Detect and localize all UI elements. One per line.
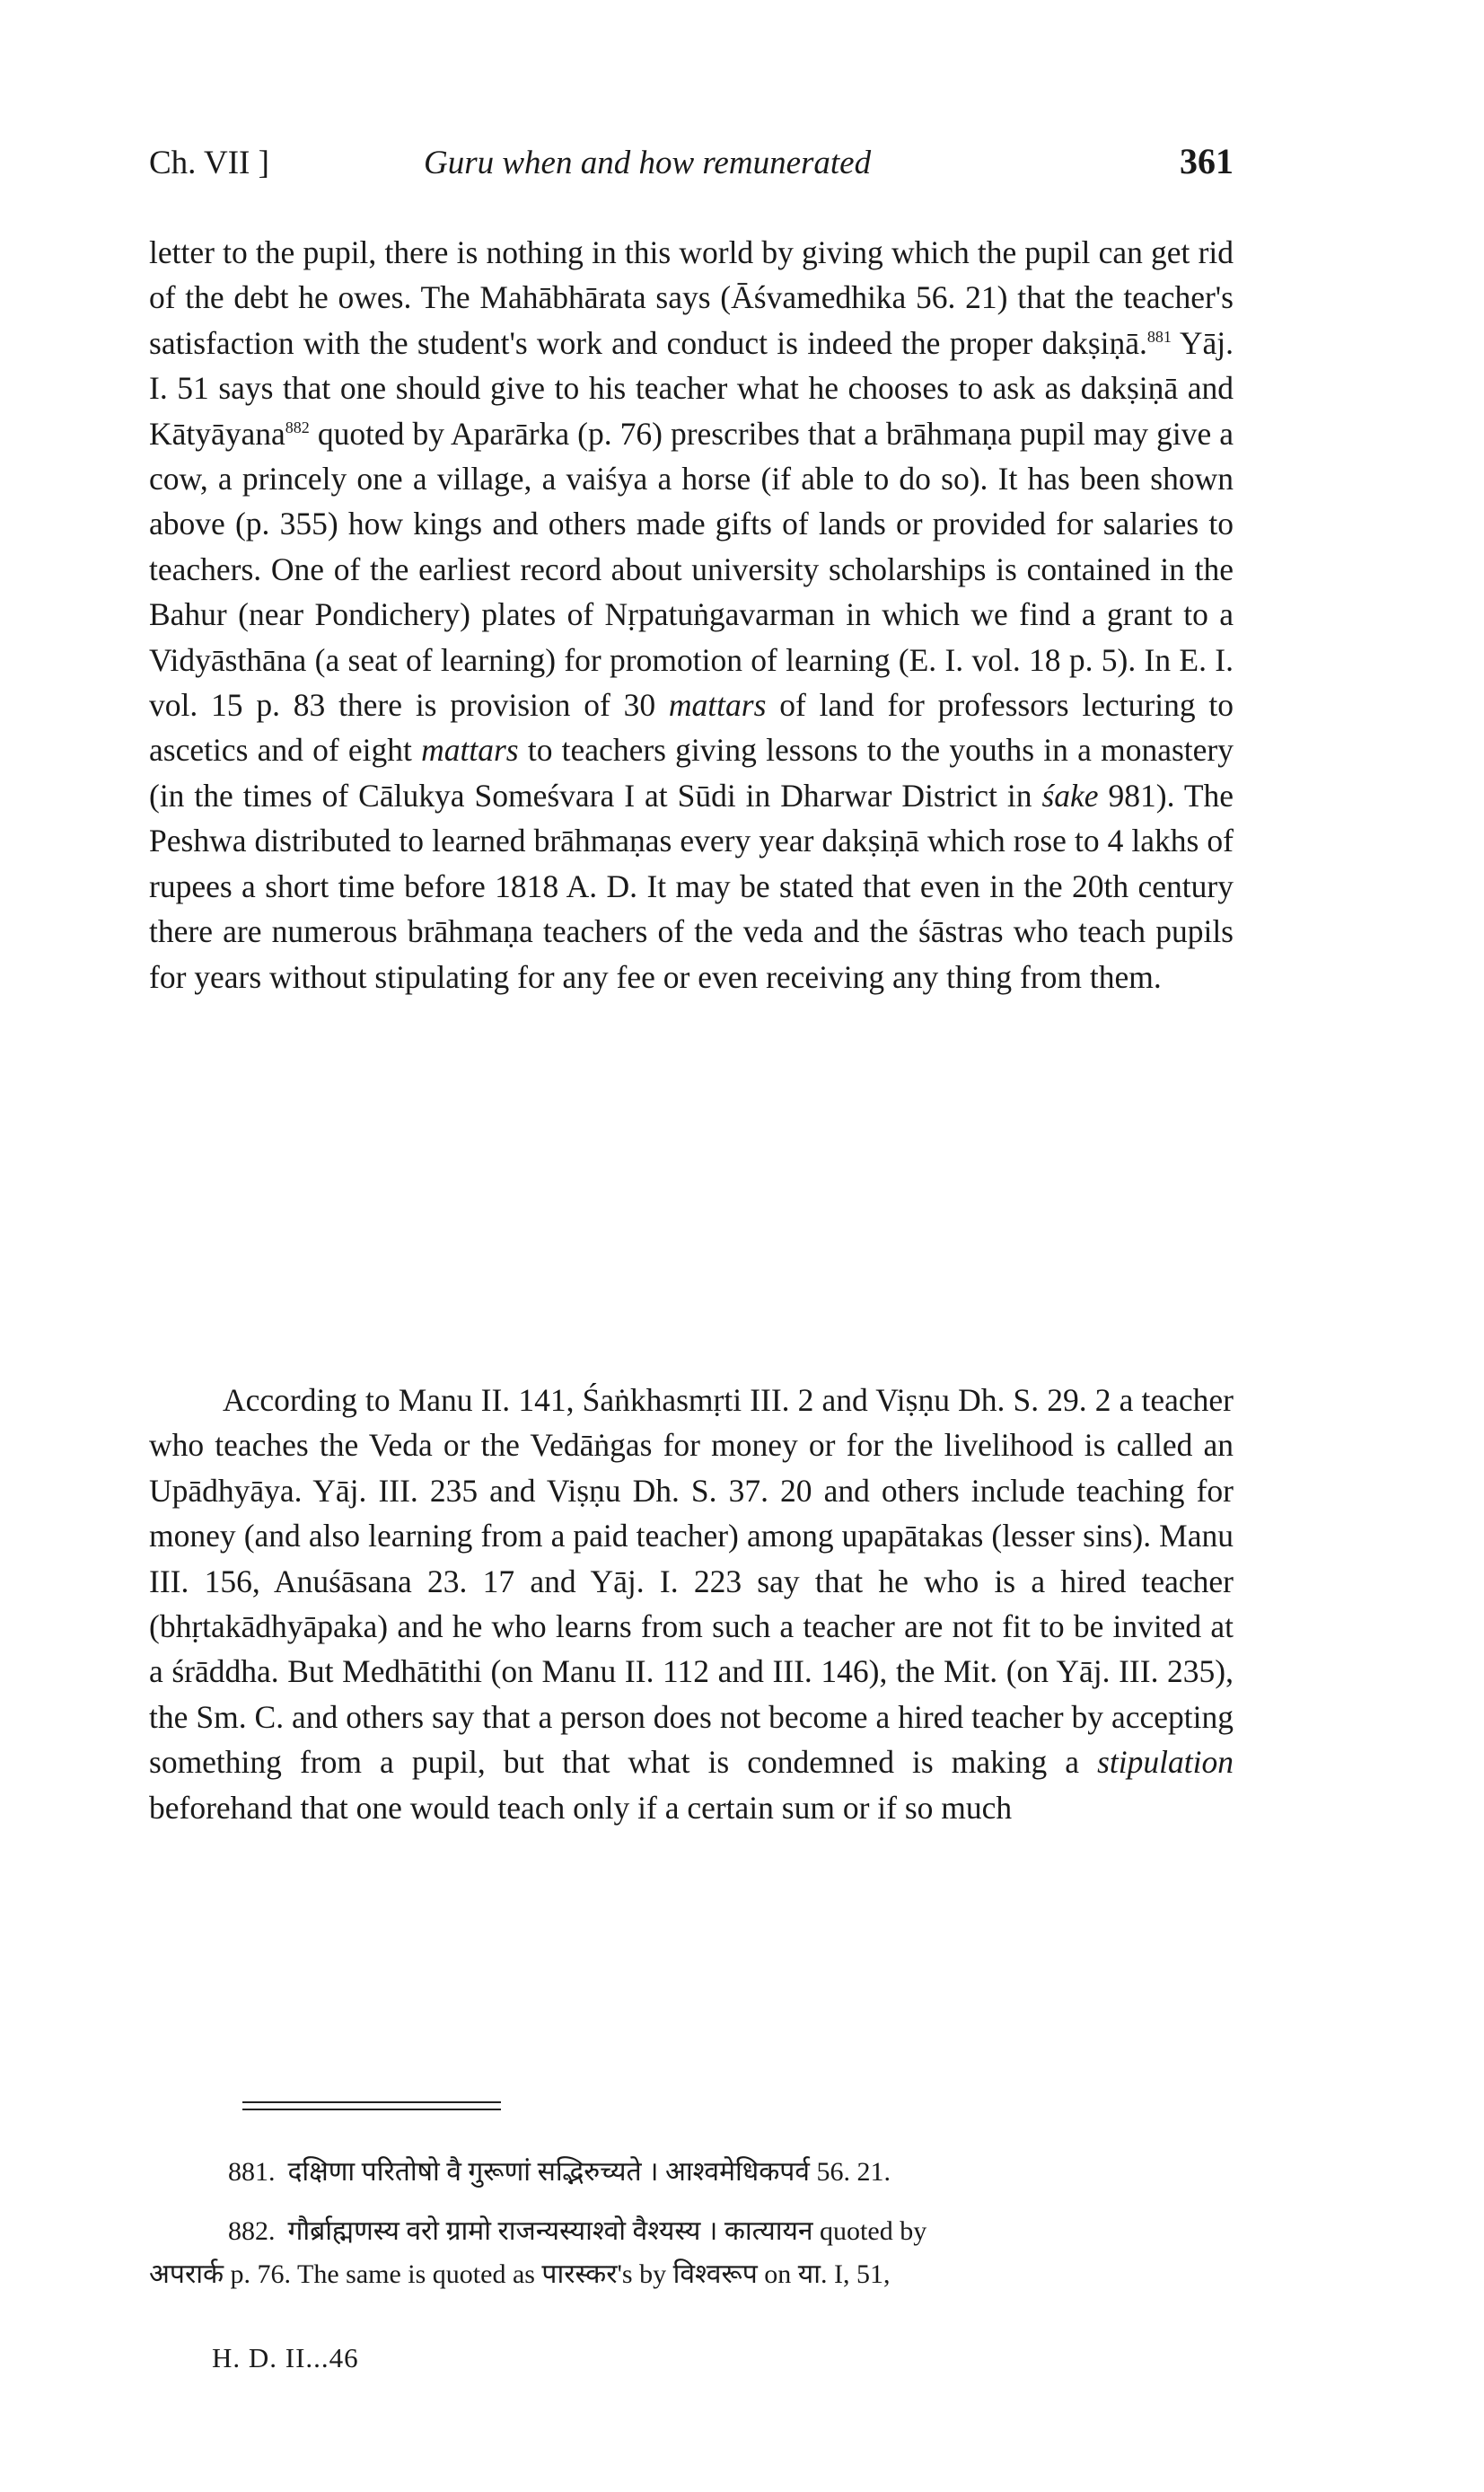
footnote-number: 882. bbox=[228, 2216, 276, 2246]
signature-mark bbox=[212, 2342, 359, 2374]
para1-text-d: of land for professors lecturing to ascetics and of eight bbox=[149, 687, 1234, 769]
footnotes bbox=[149, 2151, 1234, 2312]
footnote-text: दक्षिणा परितोषो वै गुरूणां सद्भिरुच्यते । आश्वमेधिकपर्व 56. 21. bbox=[287, 2157, 891, 2187]
para1-text-c: quoted by Aparārka (p. 76) prescribes that a brāhmaṇa pupil may give a cow, a princely one a village, a vaiśya a horse (if able to do so). It has been shown above (p. 355) how kings and others made gifts of lands or provided for salaries to teachers. One of the earliest record about university scholarships is contained in the Bahur (near Pondichery) plates of Nṛpatuṅgavarman in which we find a grant to a Vidyāsthāna (a seat of learning) for promotion of learning (E. I. vol. 18 p. 5). In E. I. vol. 15 p. 83 there is provision of 30 bbox=[149, 415, 1234, 724]
para2-text-a: According to Manu II. 141, Śaṅkhasmṛti III. 2 and Viṣṇu Dh. S. 29. 2 a teacher who teaches the Veda or the Vedāṅgas for money or for the livelihood is called an Upādhyāya. Yāj. III. 235 and Viṣṇu Dh. S. 37. 20 and others include teaching for money (and also learning from a paid teacher) among upapātakas (lesser sins). Manu III. 156, Anuśāsana 23. 17 and Yāj. I. 223 say that he who is a hired teacher (bhṛtakādhyāpaka) and he who learns from such a teacher are not fit to be invited at a śrāddha. But Medhātithi (on Manu II. 112 and III. 146), the Mit. (on Yāj. III. 235), the Sm. C. and others say that a person does not become a hired teacher by accepting something from a pupil, but that what is condemned is making a bbox=[149, 1382, 1234, 1781]
signature-text: H. D. II...46 bbox=[212, 2342, 359, 2373]
running-title: Guru when and how remunerated bbox=[424, 145, 872, 181]
term-sake: śake bbox=[1041, 777, 1099, 814]
para1-text-f: 981). The Peshwa distributed to learned brāhmaṇas every year dakṣiṇā which rose to 4 lakhs of rupees a short time before 1818 A. D. It may be stated that even in the 20th century there are numerous brāhmaṇa teachers of the veda and the śāstras who teach pupils for years without stipulating for any fee or even receiving any thing from them. bbox=[149, 777, 1234, 995]
term-mattars: mattars bbox=[668, 687, 767, 724]
para1-text-b: Yāj. I. 51 says that one should give to his teacher what he chooses to ask as dakṣiṇā and Kātyāyana bbox=[149, 324, 1234, 452]
para2-text-b: beforehand that one would teach only if a certain sum or if so much bbox=[149, 1789, 1013, 1826]
footnote-number: 881. bbox=[228, 2157, 276, 2187]
footnote-divider bbox=[242, 2109, 501, 2110]
term-stipulation: stipulation bbox=[1097, 1744, 1234, 1781]
term-mattars: mattars bbox=[421, 732, 519, 769]
footnote-divider bbox=[242, 2101, 501, 2103]
footnote-text: गौर्ब्राह्मणस्य वरो ग्रामो राजन्यस्याश्वो वैश्यस्य । कात्यायन quoted by bbox=[287, 2216, 927, 2246]
footnote-ref-882: 882 bbox=[285, 418, 310, 436]
para1-text-a: letter to the pupil, there is nothing in this world by giving which the pupil can get rid of the debt he owes. The Mahābhārata says (Āśvamedhika 56. 21) that the teacher's satisfaction with the student's work and conduct is indeed the proper dakṣiṇā. bbox=[149, 234, 1234, 361]
paragraph-1 bbox=[149, 230, 1234, 999]
footnote-882-line-2: अपरार्क p. 76. The same is quoted as पारस्कर's by विश्वरूप on या. I, 51, bbox=[149, 2259, 891, 2289]
page-number: 361 bbox=[1180, 141, 1234, 181]
footnote-882-line-1 bbox=[149, 2210, 1234, 2253]
running-head bbox=[149, 141, 1234, 198]
footnote-882 bbox=[149, 2210, 1234, 2296]
footnote-881 bbox=[149, 2151, 1234, 2194]
footnote-ref-881: 881 bbox=[1146, 327, 1172, 346]
chapter-label: Ch. VII ] bbox=[149, 145, 269, 181]
paragraph-2 bbox=[149, 1378, 1234, 1830]
para1-text-e: to teachers giving lessons to the youths in a monastery (in the times of Cālukya Someśvara I at Sūdi in Dharwar District in bbox=[149, 732, 1234, 814]
